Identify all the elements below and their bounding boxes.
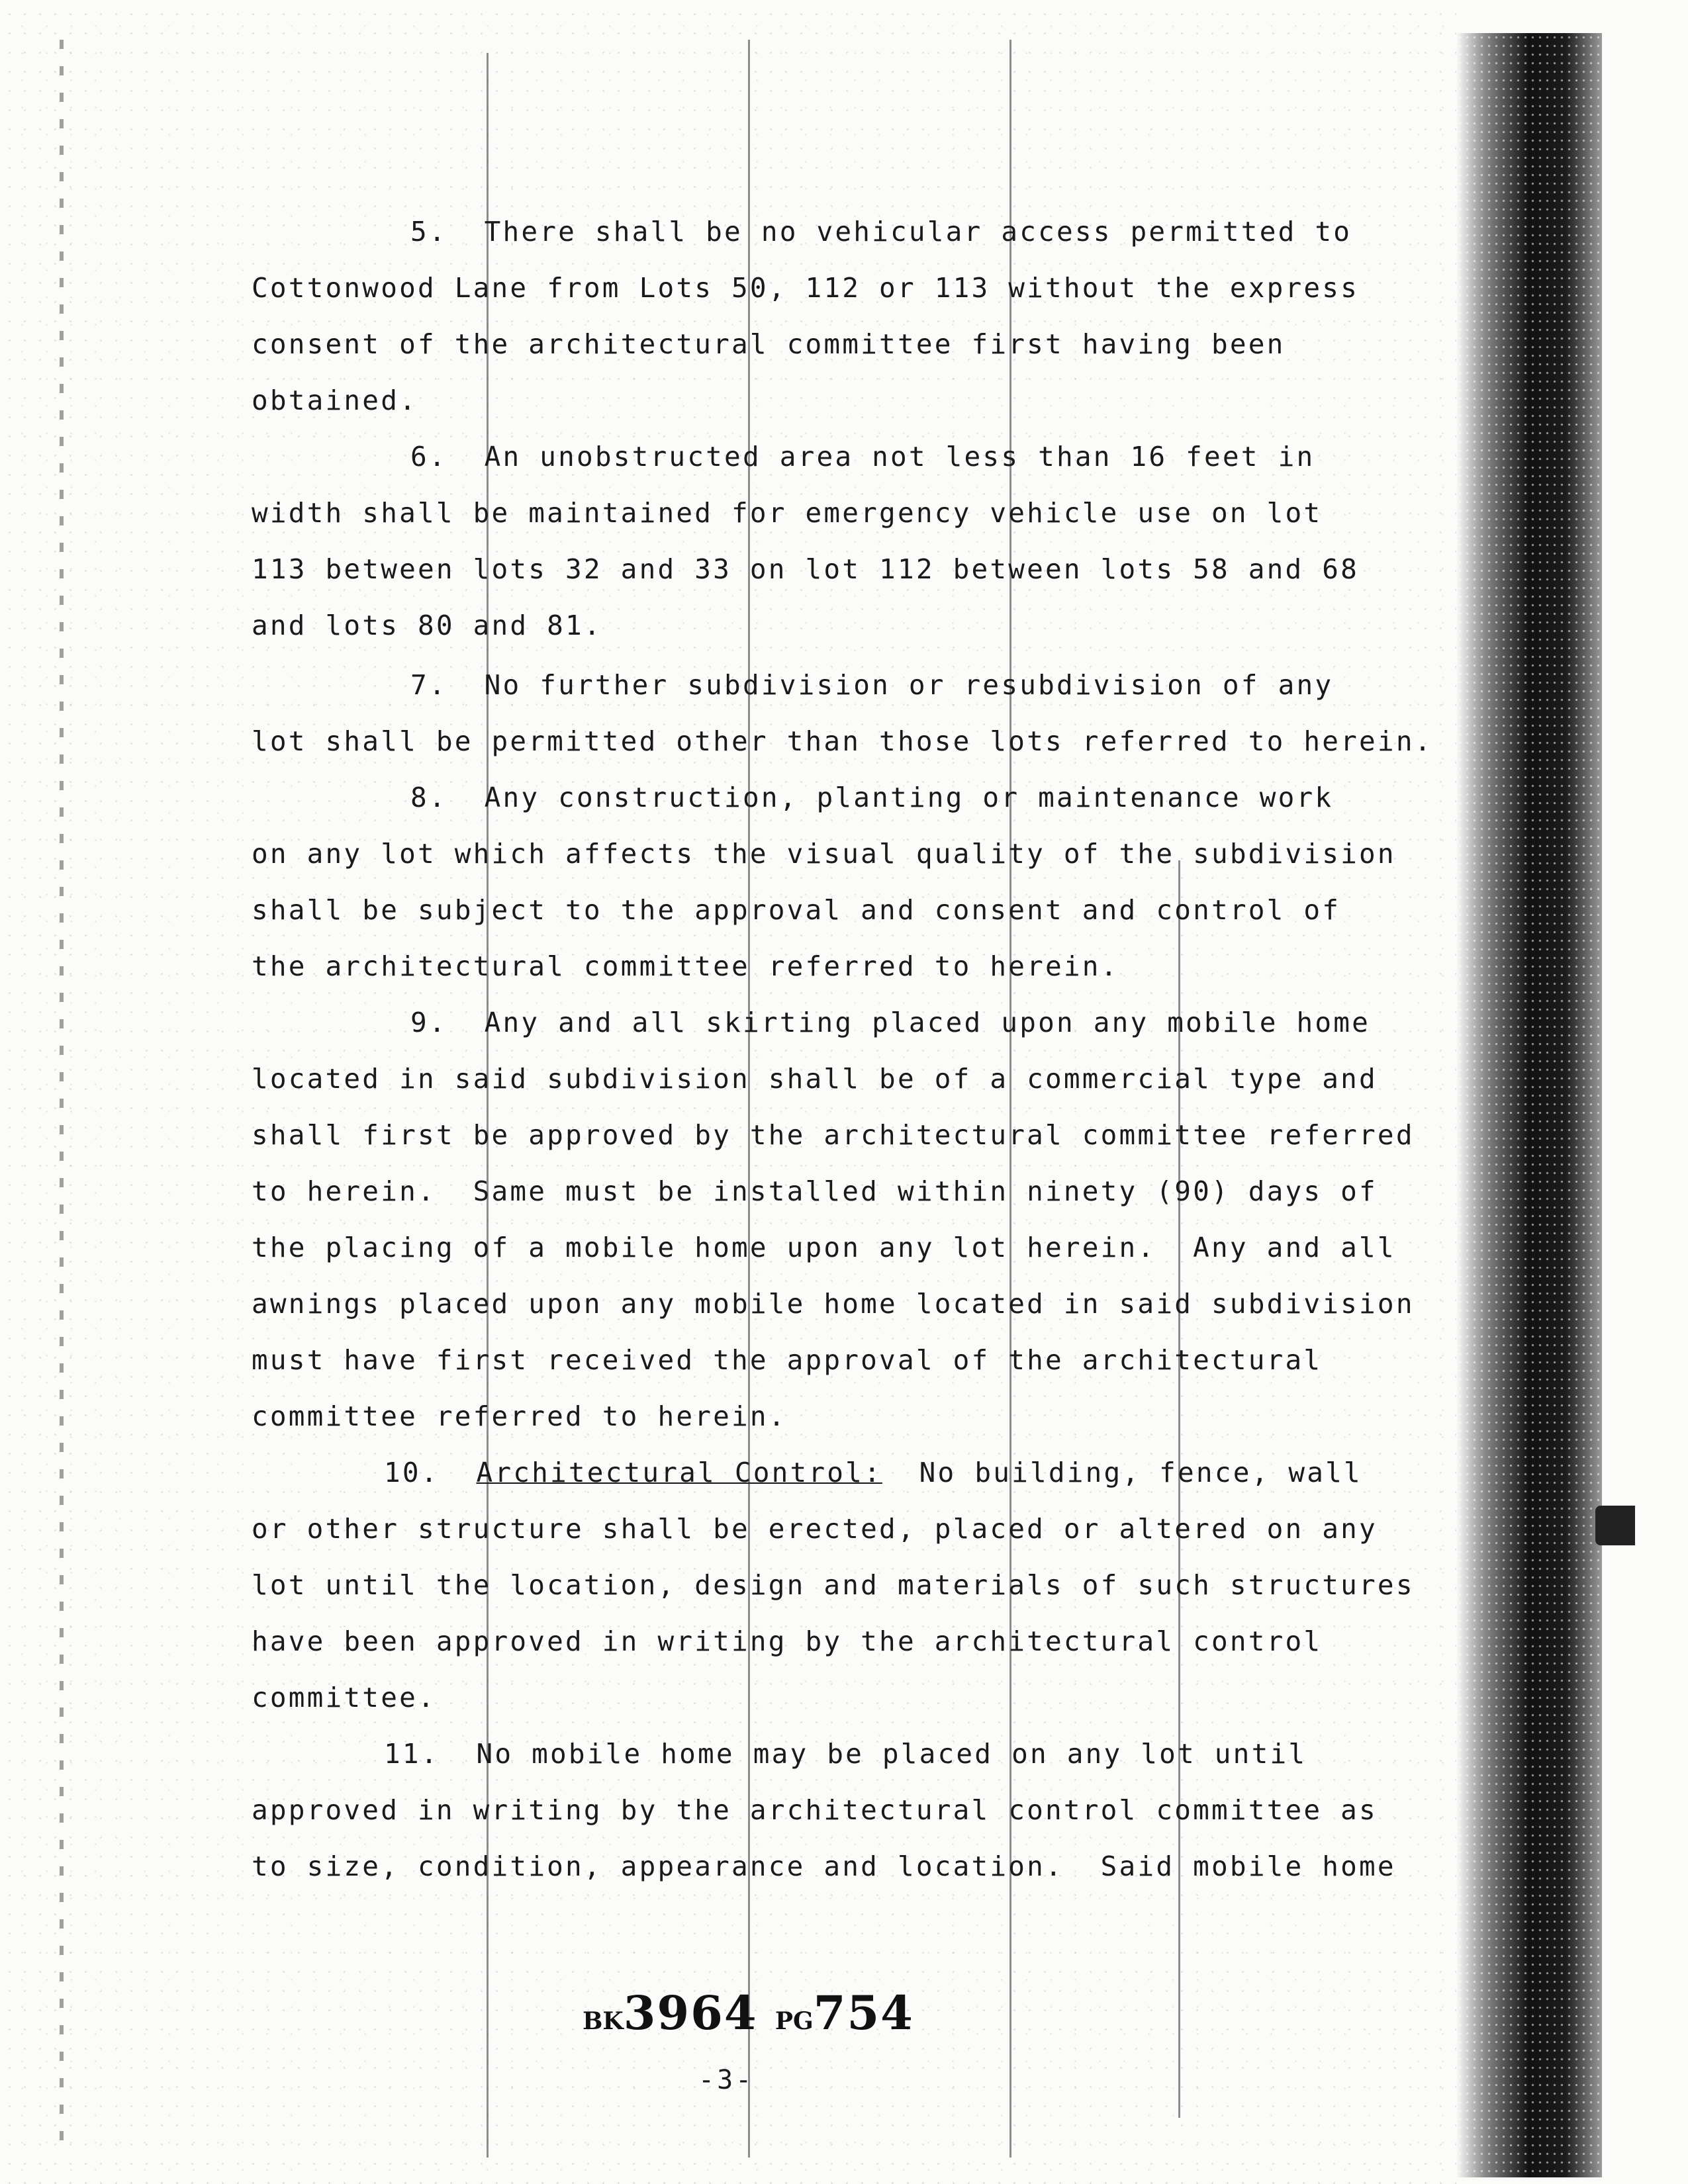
paragraph-11-first-line [384,1738,1307,1770]
text-line: No building, fence, wall [919,1457,1362,1488]
paragraph-6-first-line [410,443,1315,471]
text-line: approved in writing by the architectural control committee as [252,1794,1378,1826]
text-line: shall be subject to the approval and consent and control of [252,894,1341,926]
clip-mark [1595,1506,1635,1545]
text-line: committee. [252,1682,436,1713]
paragraph-number: 10. [384,1457,440,1488]
text-line: No mobile home may be placed on any lot until [476,1738,1307,1770]
text-line: must have first received the approval of the architectural [252,1344,1323,1376]
text-line: Any and all skirting placed upon any mobile home [484,1007,1370,1038]
text-line: the architectural committee referred to herein. [252,950,1119,982]
paragraph-10-first-line [384,1459,1362,1486]
paragraph-number: 8. [410,782,447,813]
paragraph-number: 7. [410,669,447,701]
text-line: the placing of a mobile home upon any lot herein. Any and all [252,1232,1396,1263]
text-line: lot until the location, design and materials of such structures [252,1569,1415,1601]
text-line: or other structure shall be erected, placed or altered on any [252,1513,1378,1545]
text-line: and lots 80 and 81. [252,610,602,641]
text-line: width shall be maintained for emergency vehicle use on lot [252,497,1323,529]
text-line: obtained. [252,385,418,416]
paragraph-number: 9. [410,1007,447,1038]
binding-shadow [1456,33,1602,2177]
paragraph-number: 6. [410,441,447,473]
text-line: to size, condition, appearance and location. Said mobile home [252,1850,1396,1882]
book-prefix: BK [583,2007,624,2035]
text-line: Cottonwood Lane from Lots 50, 112 or 113 without the express [252,272,1360,304]
section-heading: Architectural Control: [476,1457,882,1488]
text-line: Any construction, planting or maintenance work [484,782,1334,813]
text-line: committee referred to herein. [252,1400,787,1432]
text-line: consent of the architectural committee first having been [252,328,1286,360]
page-stamp-number: 754 [813,1985,914,2040]
page-prefix: PG [774,2007,814,2035]
text-line: located in said subdivision shall be of a commercial type and [252,1063,1378,1095]
paragraph-9-first-line [410,1009,1370,1036]
text-line: There shall be no vehicular access permitted to [484,216,1352,248]
scan-line [1178,860,1180,2118]
book-page-stamp [583,1985,914,2040]
text-line: have been approved in writing by the architectural control [252,1625,1323,1657]
text-line: shall first be approved by the architectural committee referred [252,1119,1415,1151]
text-line: to herein. Same must be installed within ninety (90) days of [252,1175,1378,1207]
text-line: lot shall be permitted other than those lots referred to herein. [252,725,1433,757]
paragraph-number: 5. [410,216,447,248]
text-line: An unobstructed area not less than 16 feet in [484,441,1315,473]
text-line: awnings placed upon any mobile home located in said subdivision [252,1288,1415,1320]
page-number: -3- [698,2065,755,2095]
paragraph-8-first-line [410,784,1333,811]
text-line: 113 between lots 32 and 33 on lot 112 between lots 58 and 68 [252,553,1360,585]
book-number: 3964 [623,1985,758,2040]
paragraph-5-first-line [410,218,1352,246]
left-scan-edge [60,40,64,2144]
text-line: on any lot which affects the visual quality of the subdivision [252,838,1396,870]
paragraph-7-first-line [410,669,1334,701]
text-line: No further subdivision or resubdivision of any [484,669,1334,701]
scan-line [487,53,489,2158]
paragraph-number: 11. [384,1738,440,1770]
